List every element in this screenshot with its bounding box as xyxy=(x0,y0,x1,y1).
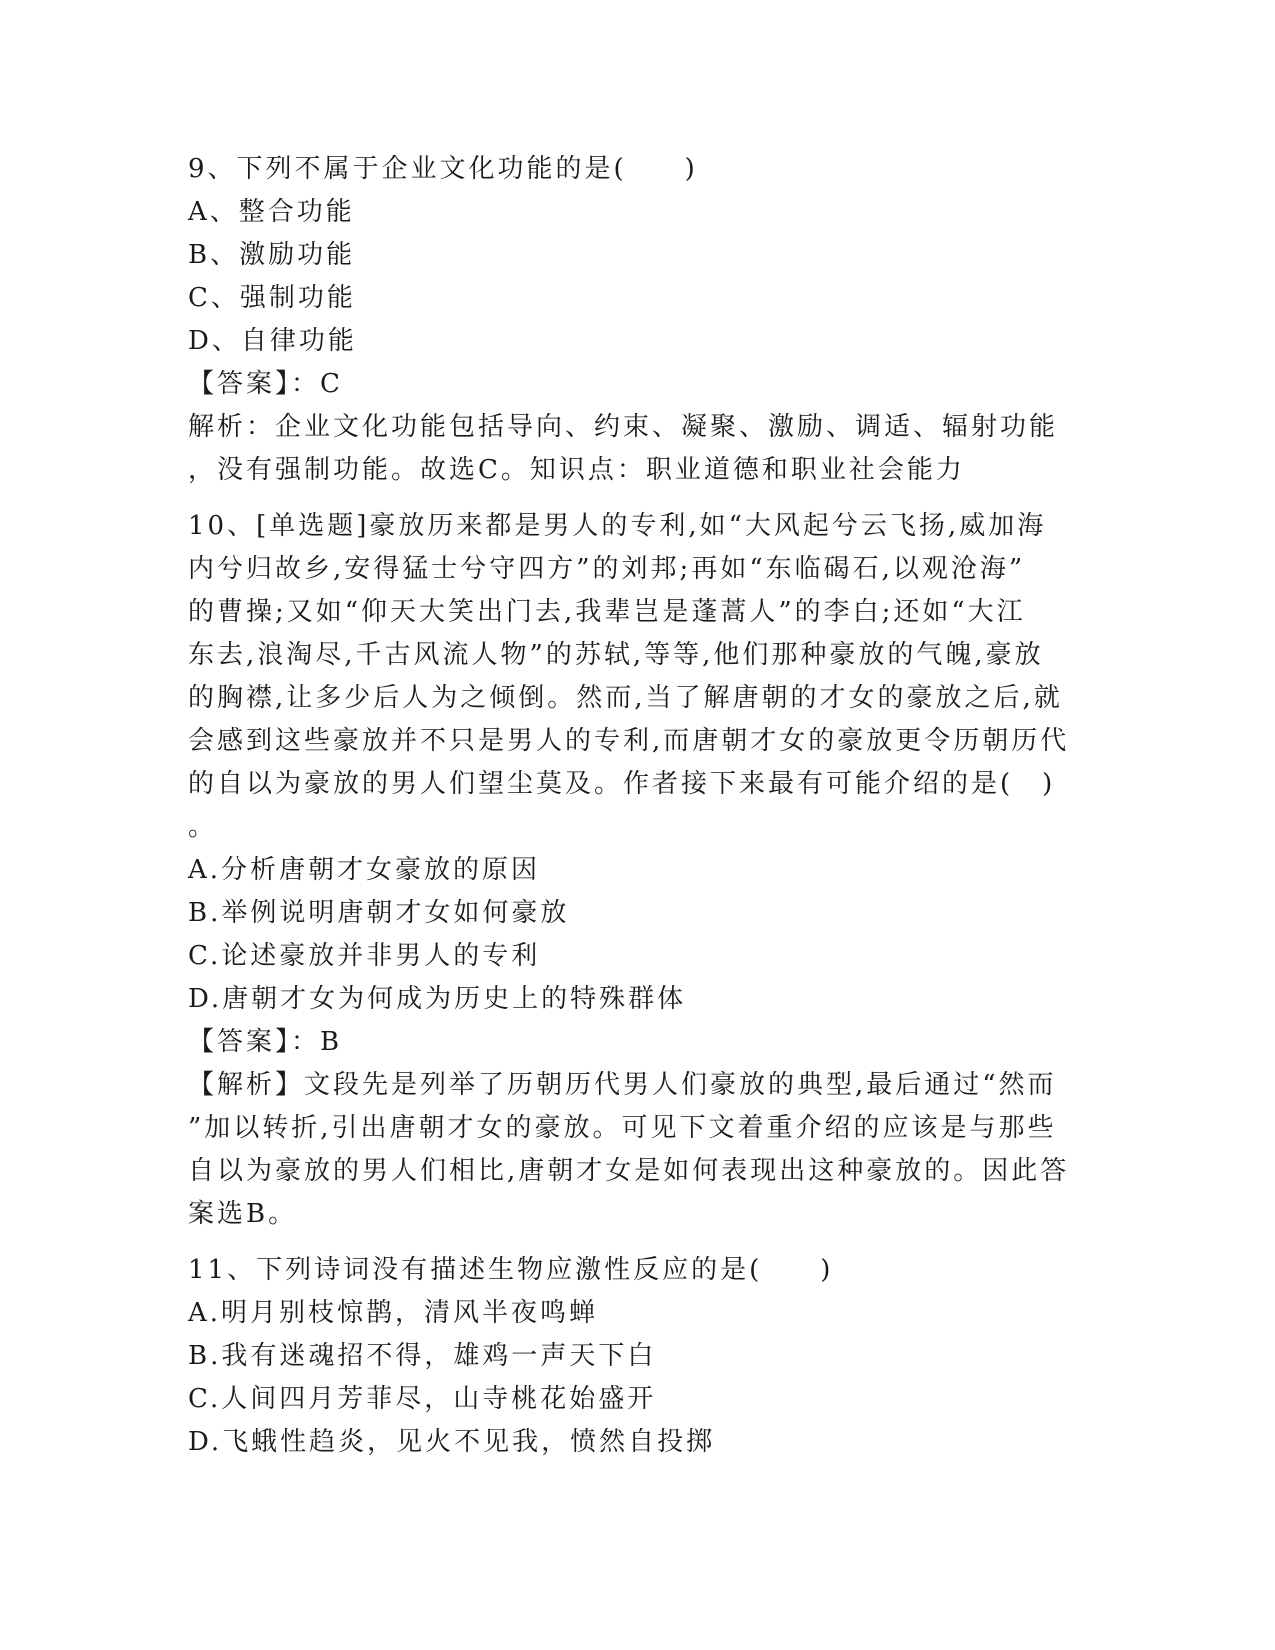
question-stem-line: 。 xyxy=(188,812,218,842)
question-stem-line: 的自以为豪放的男人们望尘莫及。作者接下来最有可能介绍的是( ) xyxy=(188,769,1056,799)
analysis-line: ，没有强制功能。故选C。知识点：职业道德和职业社会能力 xyxy=(188,455,965,485)
option-a: A、整合功能 xyxy=(188,197,355,227)
option-a: A.明月别枝惊鹊，清风半夜鸣蝉 xyxy=(188,1298,599,1328)
document-page xyxy=(188,148,1078,1464)
option-b: B.举例说明唐朝才女如何豪放 xyxy=(188,898,570,928)
option-b: B.我有迷魂招不得，雄鸡一声天下白 xyxy=(188,1341,657,1371)
option-d: D.飞蛾性趋炎，见火不见我，愤然自投掷 xyxy=(188,1427,716,1457)
question-9 xyxy=(188,148,1078,492)
option-c: C.论述豪放并非男人的专利 xyxy=(188,941,541,971)
analysis-line: 案选B。 xyxy=(188,1199,298,1229)
option-d: D.唐朝才女为何成为历史上的特殊群体 xyxy=(188,984,687,1014)
option-a: A.分析唐朝才女豪放的原因 xyxy=(188,855,541,885)
question-stem: 9、下列不属于企业文化功能的是( ) xyxy=(188,154,698,184)
answer-line: 【答案】：C xyxy=(188,369,343,399)
question-stem-line: 会感到这些豪放并不只是男人的专利,而唐朝才女的豪放更令历朝历代 xyxy=(188,726,1070,756)
question-stem-line: 内兮归故乡,安得猛士兮守四方”的刘邦;再如“东临碣石,以观沧海” xyxy=(188,554,1026,584)
question-10 xyxy=(188,505,1078,1236)
question-stem: 11、下列诗词没有描述生物应激性反应的是( ) xyxy=(188,1255,834,1285)
question-stem-line: 的胸襟,让多少后人为之倾倒。然而,当了解唐朝的才女的豪放之后,就 xyxy=(188,683,1063,713)
question-stem-line: 的曹操;又如“仰天大笑出门去,我辈岂是蓬蒿人”的李白;还如“大江 xyxy=(188,597,1026,627)
question-stem-line: 10、[单选题]豪放历来都是男人的专利,如“大风起兮云飞扬,威加海 xyxy=(188,511,1047,541)
option-b: B、激励功能 xyxy=(188,240,356,270)
question-11 xyxy=(188,1249,1078,1464)
analysis-line: ”加以转折,引出唐朝才女的豪放。可见下文着重介绍的应该是与那些 xyxy=(188,1113,1057,1143)
analysis-line: 解析：企业文化功能包括导向、约束、凝聚、激励、调适、辐射功能 xyxy=(188,412,1059,442)
option-d: D、自律功能 xyxy=(188,326,357,356)
option-c: C、强制功能 xyxy=(188,283,356,313)
question-stem-line: 东去,浪淘尽,千古风流人物”的苏轼,等等,他们那种豪放的气魄,豪放 xyxy=(188,640,1044,670)
analysis-line: 自以为豪放的男人们相比,唐朝才女是如何表现出这种豪放的。因此答 xyxy=(188,1156,1070,1186)
answer-line: 【答案】：B xyxy=(188,1027,343,1057)
option-c: C.人间四月芳菲尽，山寺桃花始盛开 xyxy=(188,1384,657,1414)
analysis-line: 【解析】文段先是列举了历朝历代男人们豪放的典型,最后通过“然而 xyxy=(188,1070,1057,1100)
